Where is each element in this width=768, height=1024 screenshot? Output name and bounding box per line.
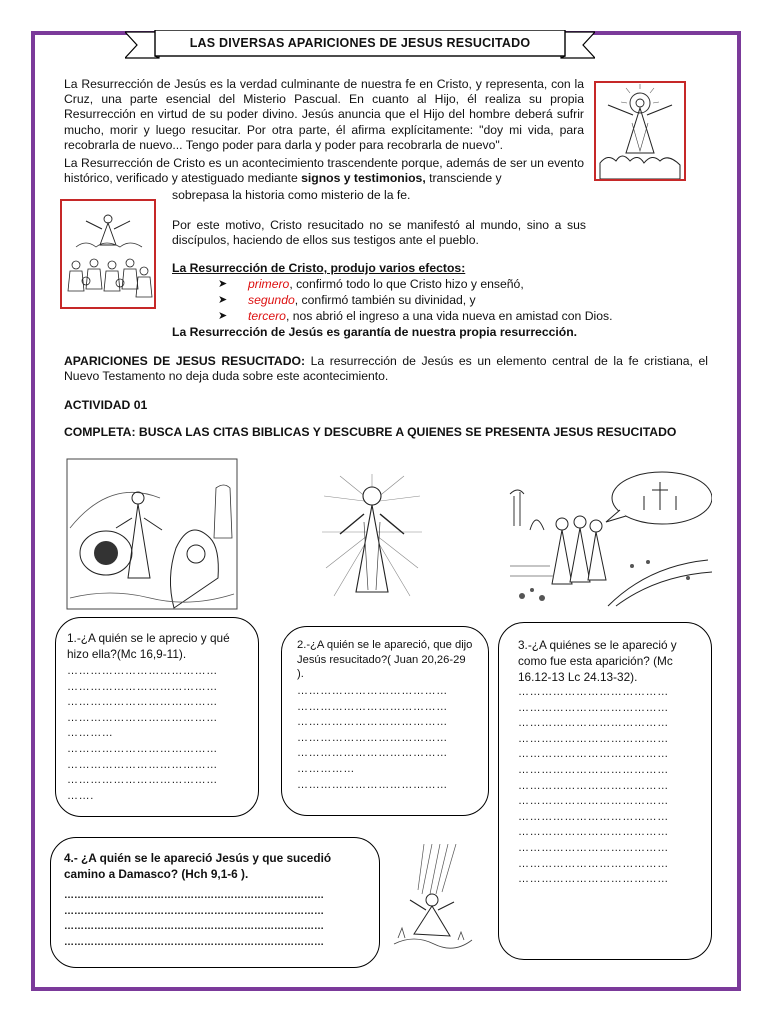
title-banner — [125, 30, 595, 60]
intro-paragraph-1: La Resurrección de Jesús es la verdad culminante de nuestra fe en Cristo, y representa, con la Cruz, una parte esencial del Misterio Pascual. En cuanto al Hijo, él realiza su propia Resurrección en virtud de su poder divino. Jesús anuncia que el Hijo del hombre deberá sufrir mucho, morir y luego resucitar. Por otra parte, él afirma explícitamente: "doy mi vida, para recobrarla de nuevo... Tengo poder para darla y poder para recobrarla de nuevo". — [64, 77, 584, 152]
arrow-bullet-icon: ➤ — [218, 294, 228, 306]
apariciones-paragraph — [64, 354, 708, 384]
effect-word: segundo — [248, 293, 295, 307]
question-1: 1.-¿A quién se le aprecio y qué hizo ella?(Mc 16,9-11). — [67, 631, 230, 661]
effect-text: , confirmó todo lo que Cristo hizo y enseñó, — [289, 277, 524, 291]
apariciones-label: APARICIONES DE JESUS RESUCITADO: — [64, 354, 306, 368]
intro-p2-bold: signos y testimonios, — [301, 171, 426, 186]
answer-lines-4[interactable]: …………………………………………………………………… …………………………………………………………………… …………………………………………………………………… …………………………………………………………………… — [64, 890, 324, 948]
effects-heading: La Resurrección de Cristo, produjo varios efectos: — [172, 261, 466, 275]
arrow-bullet-icon: ➤ — [218, 310, 228, 322]
effect-text: , nos abrió el ingreso a una vida nueva en amistad con Dios. — [285, 309, 613, 323]
intro-p2-text: La Resurrección de Cristo es un acontecimiento trascendente porque, además de ser un evento histórico, verificado y atestiguado mediante — [64, 156, 584, 186]
arrow-bullet-icon: ➤ — [218, 278, 228, 290]
effects-list — [218, 276, 638, 324]
answer-lines-2[interactable]: ………………………………… ………………………………… ………………………………… ………………………………… ………………………………… …………… ………………………………… — [297, 685, 448, 791]
effect-item-1 — [218, 276, 638, 292]
answer-lines-1[interactable]: ………………………………… ………………………………… ………………………………… ………………………………… ………… ………………………………… ………………………………… ………………………………… ……. — [67, 665, 218, 802]
page-title: LAS DIVERSAS APARICIONES DE JESUS RESUCITADO — [189, 36, 531, 50]
apariciones-text: La resurrección de Jesús es un elemento central de la fe cristiana, el Nuevo Testamento no deja duda sobre este acontecimiento. — [64, 354, 708, 384]
intro-paragraph-3: Por este motivo, Cristo resucitado no se manifestó al mundo, sino a sus discípulos, haciendo de ellos sus testigos ante el pueblo. — [172, 218, 586, 248]
empty-tomb-illustration — [66, 458, 238, 610]
effect-word: primero — [248, 277, 290, 291]
effect-word: tercero — [248, 309, 286, 323]
question-2: 2.-¿A quién se le apareció, que dijo Jesús resucitado?( Juan 20,26-29 ). — [297, 639, 473, 681]
intro-paragraph-2 — [64, 156, 584, 186]
emmaus-road-illustration — [508, 466, 712, 610]
ascension-illustration — [60, 199, 156, 309]
activity-heading: ACTIVIDAD 01 — [64, 398, 148, 412]
intro-p2-end: transciende y — [425, 171, 502, 186]
intro-paragraph-2-line3: sobrepasa la historia como misterio de la fe. — [172, 188, 411, 202]
effect-item-3 — [218, 308, 638, 324]
effect-text: , confirmó también su divinidad, y — [294, 293, 476, 307]
effects-conclusion: La Resurrección de Jesús es garantía de nuestra propia resurrección. — [172, 325, 578, 339]
activity-instruction: COMPLETA: BUSCA LAS CITAS BIBLICAS Y DESCUBRE A QUIENES SE PRESENTA JESUS RESUCITADO — [64, 425, 677, 439]
question-3: 3.-¿A quiénes se le apareció y como fue esta aparición? (Mc 16.12-13 Lc 24.13-32). — [518, 638, 677, 684]
effect-item-2 — [218, 292, 638, 308]
damascus-road-illustration — [392, 844, 474, 950]
radiant-jesus-illustration — [320, 472, 424, 604]
risen-christ-illustration — [594, 81, 686, 181]
question-4: 4.- ¿A quién se le apareció Jesús y que sucedió camino a Damasco? (Hch 9,1-6 ). — [64, 851, 332, 881]
answer-lines-3[interactable]: ………………………………… ………………………………… ………………………………… ………………………………… ………………………………… ………………………………… ………………………………… ………………………………… ………………………………… ………………………………… ………………………………… ………………………………… ………………………………… — [518, 686, 669, 886]
